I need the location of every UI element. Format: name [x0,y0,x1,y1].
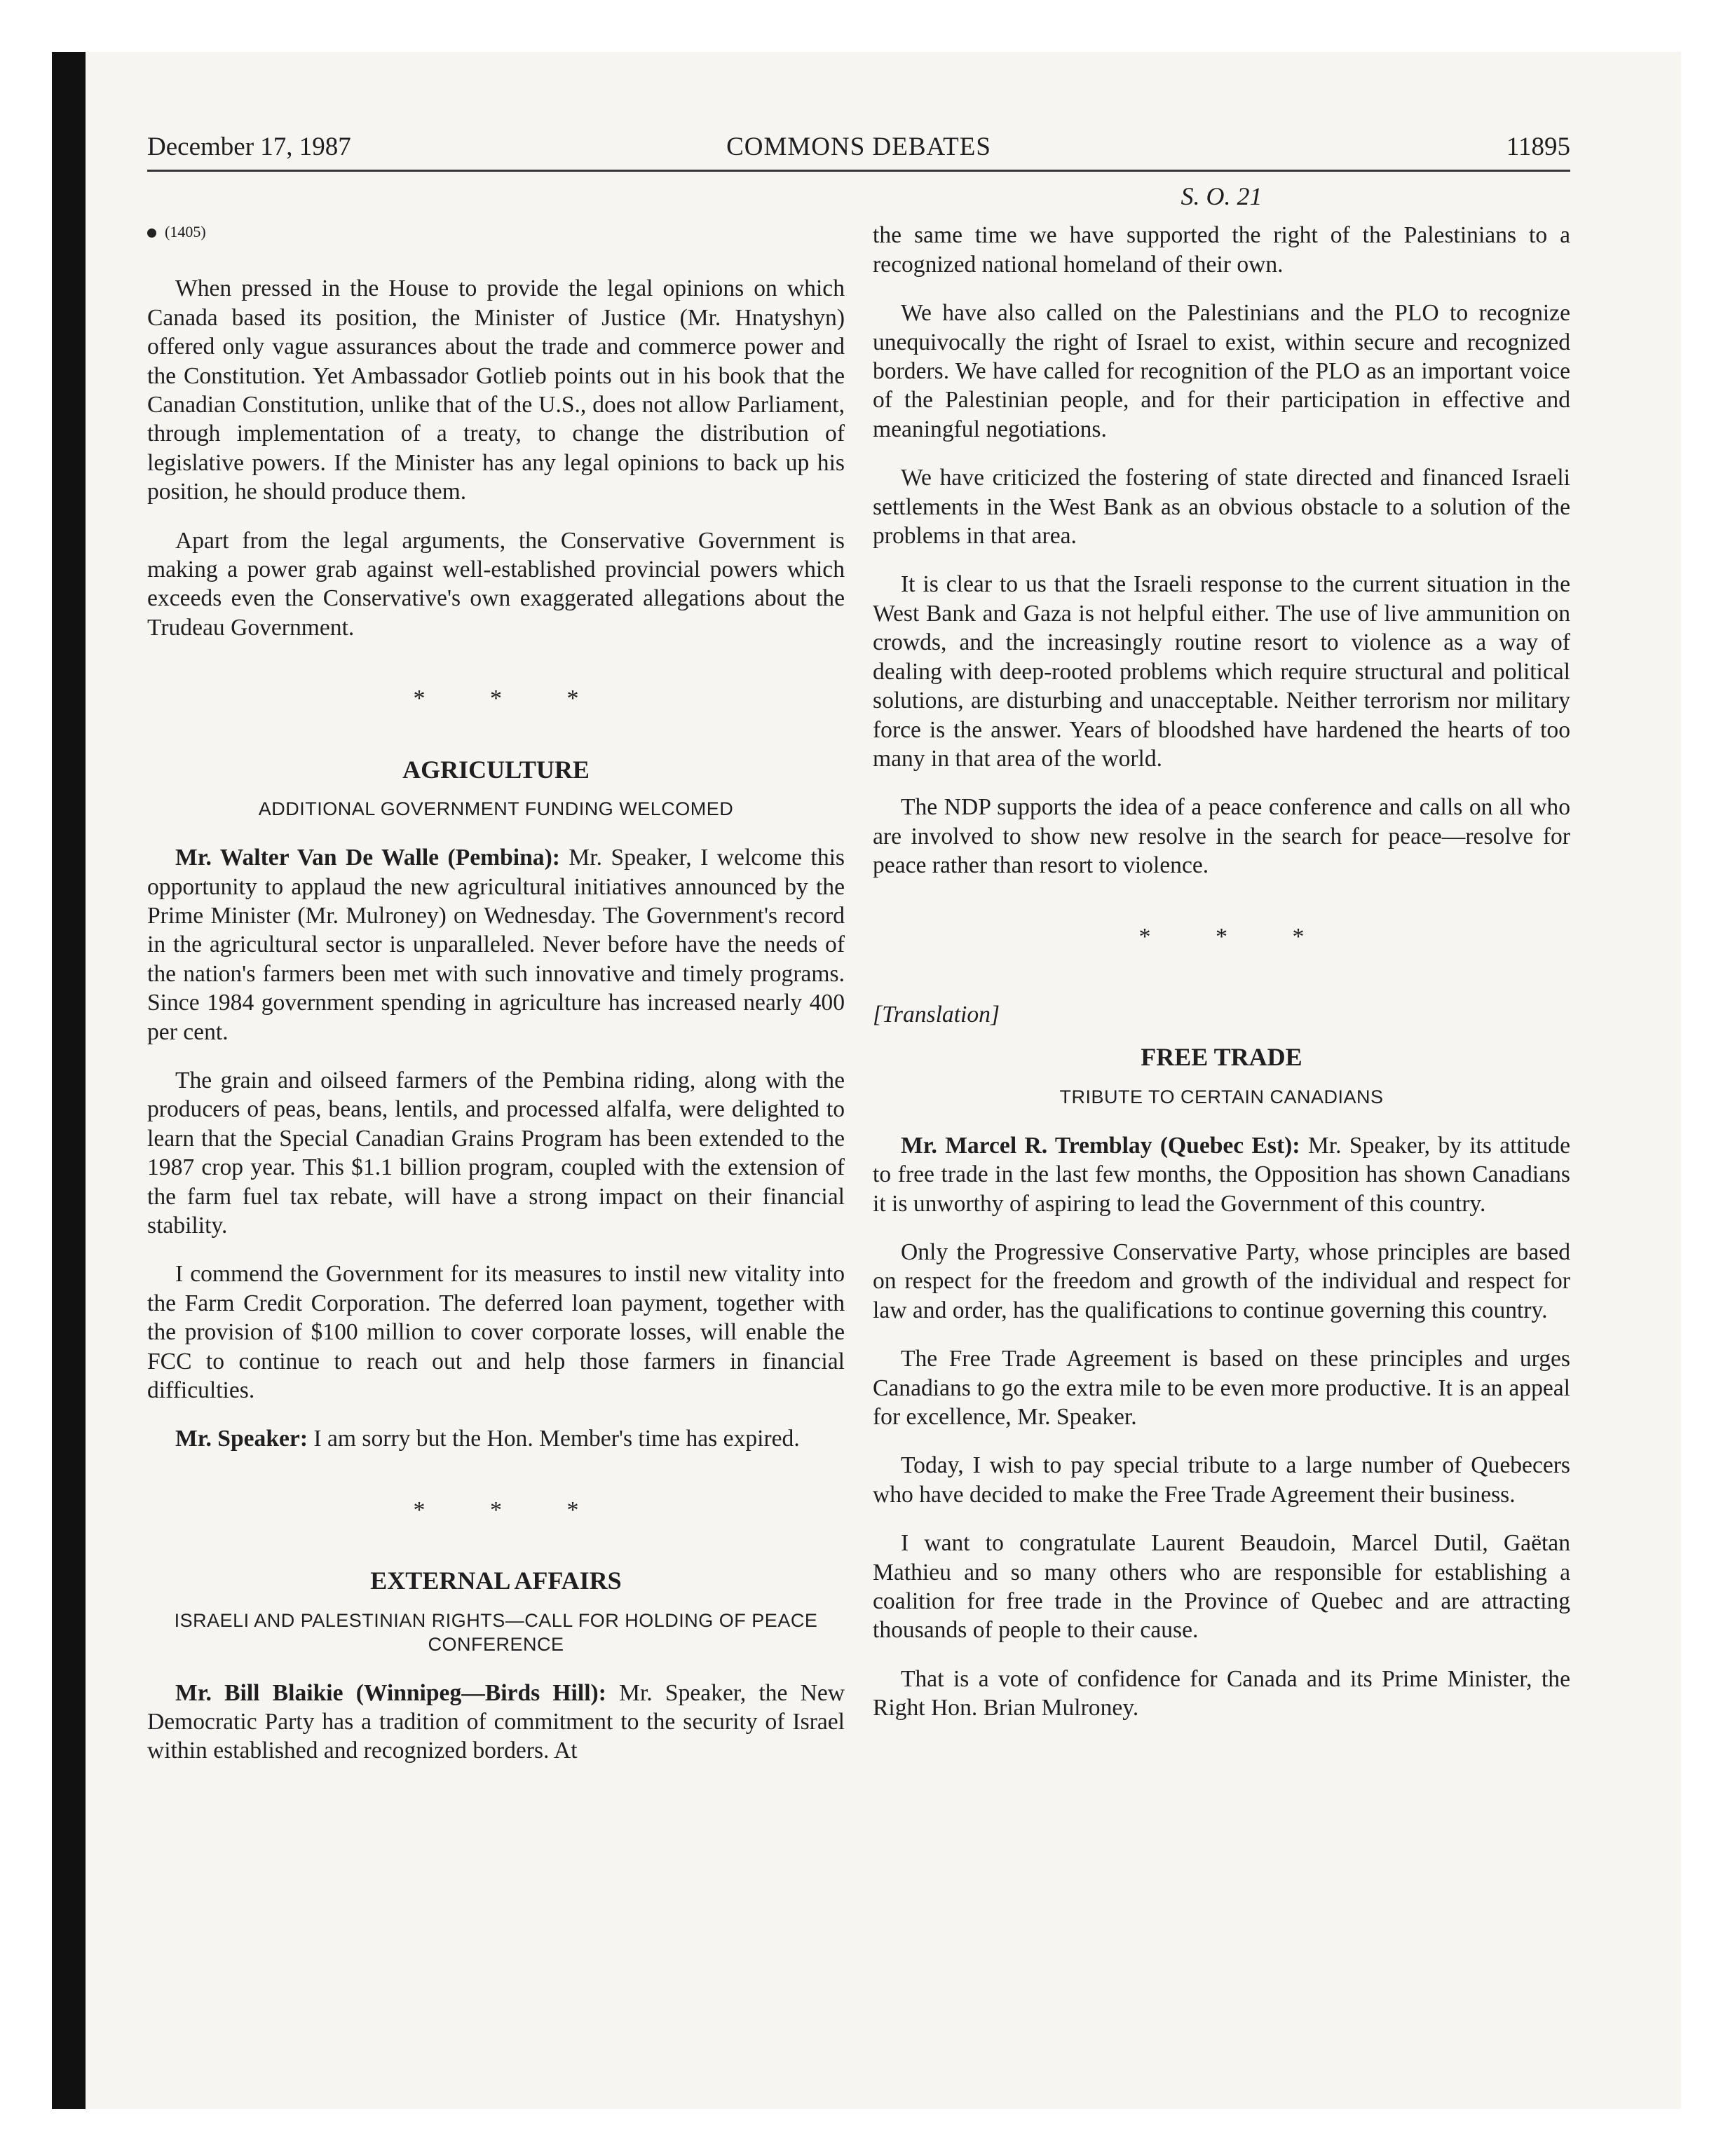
section-separator: * * * [413,1496,608,1523]
left-column [147,182,845,1785]
section-subheading: ADDITIONAL GOVERNMENT FUNDING WELCOMED [258,798,734,820]
time-marker [147,217,845,246]
paragraph: When pressed in the House to provide the legal opinions on which Canada based its position, the Minister of Justice (Mr. Hnatyshyn) offered only vague assurances about the trade and commerce power and the Constitution. Yet Ambassador Gotlieb points out in his book that the Canadian Constitution, unlike that of the U.S., does not allow Parliament, through implementation of a treaty, to change the distribution of legislative powers. If the Minister has any legal opinions to back up his position, he should produce them. [147,275,845,505]
speech-text: I am sorry but the Hon. Member's time has expired. [308,1426,800,1452]
right-column [873,182,1570,1742]
running-header [147,132,1570,172]
section-separator: * * * [413,685,608,712]
speaker-name: Mr. Walter Van De Walle (Pembina): [175,845,560,871]
speech-paragraph [873,1131,1570,1218]
section-heading: EXTERNAL AFFAIRS [370,1567,622,1595]
section-heading: AGRICULTURE [402,755,590,784]
speaker-name: Mr. Speaker: [175,1426,308,1452]
paragraph: the same time we have supported the right of the Palestinians to a recognized national homeland of their own. [873,222,1570,278]
paragraph: Apart from the legal arguments, the Conservative Government is making a power grab against well-established provincial powers which exceeds even the Conservative's own exaggerated allegations about the Trudeau Government. [147,527,845,641]
paragraph: That is a vote of confidence for Canada and its Prime Minister, the Right Hon. Brian Mulroney. [873,1665,1570,1721]
section-subheading: TRIBUTE TO CERTAIN CANADIANS [1059,1086,1384,1107]
time-marker-text: (1405) [165,223,206,240]
speaker-name: Mr. Bill Blaikie (Winnipeg—Birds Hill): [175,1679,606,1706]
speech-text: Mr. Speaker, I welcome this opportunity to applaud the new agricultural initiatives announced by the Prime Minister (Mr. Mulroney) on Wednesday. The Government's record in the agricultural sector is unparalleled. Never before have the needs of the nation's farmers been met with such innovative and timely programs. Since 1984 government spending in agriculture has increased nearly 400 per cent. [147,845,845,1045]
speech-text: Mr. Speaker, by its attitude to free trade in the last few months, the Opposition has shown Canadians it is unworthy of aspiring to lead the Government of this country. [873,1132,1570,1217]
header-date: December 17, 1987 [147,132,351,161]
paragraph: I commend the Government for its measures to instil new vitality into the Farm Credit Corporation. The deferred loan payment, together with the provision of $100 million to cover corporate losses, will enable the FCC to continue to reach out and help those farmers in financial difficulties. [147,1261,845,1403]
section-separator: * * * [1138,923,1334,950]
speech-paragraph [147,1424,845,1453]
bullet-icon [147,228,156,238]
paragraph: I want to congratulate Laurent Beaudoin, Marcel Dutil, Gaëtan Mathieu and so many others who are responsible for establishing a coalition for free trade in the Province of Quebec and are attracting thousands of people to their cause. [873,1530,1570,1644]
translation-label: [Translation] [873,1001,1000,1028]
speaker-name: Mr. Marcel R. Tremblay (Quebec Est): [901,1132,1300,1159]
paragraph: It is clear to us that the Israeli response to the current situation in the West Bank and Gaza is not helpful either. The use of live ammunition on crowds, and the increasingly routine resort to violence as a way of dealing with deep-rooted problems which require structural and political solutions, are disturbing and unacceptable. Neither terrorism nor military force is the answer. Years of bloodshed have hardened the hearts of too many in that area of the world. [873,571,1570,772]
page-number: 11895 [1506,132,1570,161]
paragraph: The grain and oilseed farmers of the Pembina riding, along with the producers of peas, beans, lentils, and processed alfalfa, were delighted to learn that the Special Canadian Grains Program has been extended to the 1987 crop year. This $1.1 billion program, coupled with the extension of the farm fuel tax rebate, will have a strong impact on their financial stability. [147,1067,845,1239]
speech-text: Mr. Speaker, the New Democratic Party has a tradition of commitment to the security of Israel within established and recognized borders. At [147,1679,845,1764]
standing-order-label: S. O. 21 [1181,182,1263,210]
section-subheading: ISRAELI AND PALESTINIAN RIGHTS—CALL FOR HOLDING OF PEACE CONFERENCE [174,1609,818,1655]
section-heading: FREE TRADE [1141,1043,1302,1072]
paragraph: We have also called on the Palestinians and the PLO to recognize unequivocally the right of Israel to exist, within secure and recognized borders. We have called for recognition of the PLO as an important voice of the Palestinian people, and for their participation in effective and meaningful negotiations. [873,300,1570,442]
scan-edge-bar [52,52,86,2109]
paragraph: Only the Progressive Conservative Party, whose principles are based on respect for the freedom and growth of the individual and respect for law and order, has the qualifications to continue governing this country. [873,1239,1570,1323]
speech-paragraph [147,843,845,1046]
header-title: COMMONS DEBATES [726,132,991,161]
speech-paragraph [147,1679,845,1766]
paragraph: The Free Trade Agreement is based on these principles and urges Canadians to go the extra mile to be even more productive. It is an appeal for excellence, Mr. Speaker. [873,1346,1570,1430]
paragraph: Today, I wish to pay special tribute to a large number of Quebecers who have decided to make the Free Trade Agreement their business. [873,1452,1570,1508]
paragraph: We have criticized the fostering of state directed and financed Israeli settlements in the West Bank as an obvious obstacle to a solution of the problems in that area. [873,465,1570,550]
paragraph: The NDP supports the idea of a peace conference and calls on all who are involved to show new resolve in the search for peace—resolve for peace rather than resort to violence. [873,794,1570,879]
